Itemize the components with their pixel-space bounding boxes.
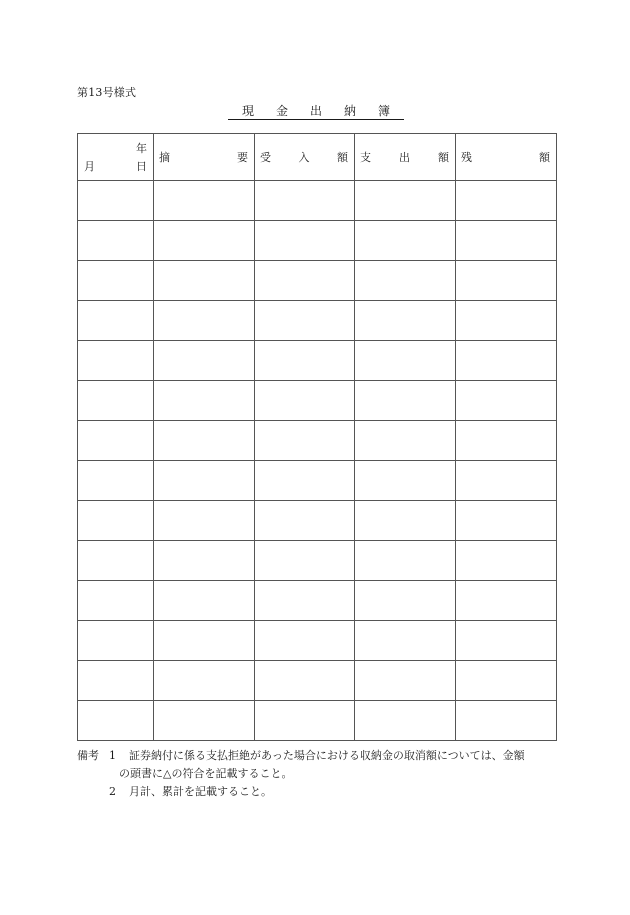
ledger-row [78, 461, 557, 501]
cell-date [78, 581, 154, 621]
cell-receipts [255, 221, 355, 261]
cell-date [78, 701, 154, 741]
note-number: 2 [109, 785, 116, 798]
notes-section [77, 747, 557, 801]
cell-receipts [255, 701, 355, 741]
cell-date [78, 541, 154, 581]
header-char: 摘 [159, 151, 170, 164]
cell-balance [456, 381, 557, 421]
ledger-row [78, 381, 557, 421]
title-char: 現 [242, 104, 255, 118]
cell-summary [154, 181, 255, 221]
cell-payments [355, 701, 456, 741]
header-year-label: 年 [136, 142, 147, 155]
note-item-1-continued [77, 765, 557, 783]
cell-date [78, 421, 154, 461]
cell-receipts [255, 181, 355, 221]
cell-receipts [255, 501, 355, 541]
cell-date [78, 341, 154, 381]
header-char: 受 [260, 151, 271, 164]
ledger-row [78, 261, 557, 301]
cell-date [78, 181, 154, 221]
ledger-body [78, 181, 557, 741]
cell-payments [355, 661, 456, 701]
header-day-label: 日 [136, 160, 147, 173]
cell-balance [456, 541, 557, 581]
cell-summary [154, 261, 255, 301]
ledger-row [78, 541, 557, 581]
cell-date [78, 501, 154, 541]
cell-summary [154, 221, 255, 261]
header-char: 額 [539, 151, 550, 164]
title-char: 簿 [377, 104, 390, 118]
cell-receipts [255, 461, 355, 501]
title-char: 納 [343, 104, 356, 118]
header-char: 出 [399, 151, 410, 164]
note-text: 月計、累計を記載すること。 [129, 785, 272, 798]
cell-balance [456, 181, 557, 221]
title-char: 出 [309, 104, 322, 118]
cell-summary [154, 621, 255, 661]
ledger-row [78, 501, 557, 541]
cell-payments [355, 301, 456, 341]
cell-summary [154, 701, 255, 741]
cell-payments [355, 341, 456, 381]
ledger-row [78, 581, 557, 621]
ledger-row [78, 701, 557, 741]
header-char: 残 [461, 151, 472, 164]
cell-receipts [255, 421, 355, 461]
cell-summary [154, 421, 255, 461]
cell-receipts [255, 381, 355, 421]
cell-date [78, 261, 154, 301]
cell-balance [456, 341, 557, 381]
cell-balance [456, 701, 557, 741]
cell-receipts [255, 621, 355, 661]
cell-payments [355, 221, 456, 261]
form-number: 第13号様式 [77, 86, 137, 99]
note-text: 証券納付に係る支払拒絶があった場合における収納金の取消額については、金額 [129, 749, 525, 762]
notes-heading: 備考 [77, 749, 99, 762]
cell-date [78, 381, 154, 421]
cell-payments [355, 261, 456, 301]
cell-receipts [255, 341, 355, 381]
cell-date [78, 461, 154, 501]
ledger-row [78, 181, 557, 221]
header-row [78, 134, 557, 181]
note-item-1 [77, 747, 557, 765]
cell-payments [355, 501, 456, 541]
cell-date [78, 301, 154, 341]
header-payments [355, 134, 456, 181]
cell-balance [456, 301, 557, 341]
cell-balance [456, 661, 557, 701]
ledger-row [78, 301, 557, 341]
cell-receipts [255, 541, 355, 581]
ledger-row [78, 421, 557, 461]
header-char: 要 [237, 151, 248, 164]
cell-payments [355, 421, 456, 461]
header-balance [456, 134, 557, 181]
header-receipts [255, 134, 355, 181]
cell-payments [355, 181, 456, 221]
header-char: 支 [360, 151, 371, 164]
header-char: 額 [337, 151, 348, 164]
cell-receipts [255, 301, 355, 341]
cell-date [78, 221, 154, 261]
note-number: 1 [109, 749, 116, 762]
cell-balance [456, 501, 557, 541]
cell-balance [456, 461, 557, 501]
cell-summary [154, 581, 255, 621]
cell-balance [456, 621, 557, 661]
cell-summary [154, 341, 255, 381]
cell-receipts [255, 661, 355, 701]
cell-payments [355, 581, 456, 621]
header-month-label: 月 [84, 160, 95, 173]
ledger-title [228, 104, 404, 120]
header-summary [154, 134, 255, 181]
header-char: 入 [298, 151, 310, 164]
cell-payments [355, 381, 456, 421]
cell-date [78, 621, 154, 661]
cell-payments [355, 541, 456, 581]
header-char: 額 [438, 151, 449, 164]
cell-summary [154, 461, 255, 501]
cell-balance [456, 581, 557, 621]
cell-balance [456, 421, 557, 461]
note-item-2 [77, 783, 557, 801]
cell-receipts [255, 581, 355, 621]
cell-balance [456, 261, 557, 301]
cell-summary [154, 541, 255, 581]
cell-summary [154, 381, 255, 421]
cell-date [78, 661, 154, 701]
ledger-row [78, 341, 557, 381]
cell-receipts [255, 261, 355, 301]
cell-summary [154, 501, 255, 541]
cell-payments [355, 461, 456, 501]
header-date [78, 134, 154, 181]
cell-payments [355, 621, 456, 661]
cell-summary [154, 661, 255, 701]
cell-balance [456, 221, 557, 261]
cash-ledger-table [77, 133, 557, 741]
cell-summary [154, 301, 255, 341]
ledger-row [78, 661, 557, 701]
ledger-row [78, 221, 557, 261]
ledger-row [78, 621, 557, 661]
title-char: 金 [275, 104, 288, 118]
note-text: の頭書に△の符合を記載すること。 [119, 767, 293, 780]
